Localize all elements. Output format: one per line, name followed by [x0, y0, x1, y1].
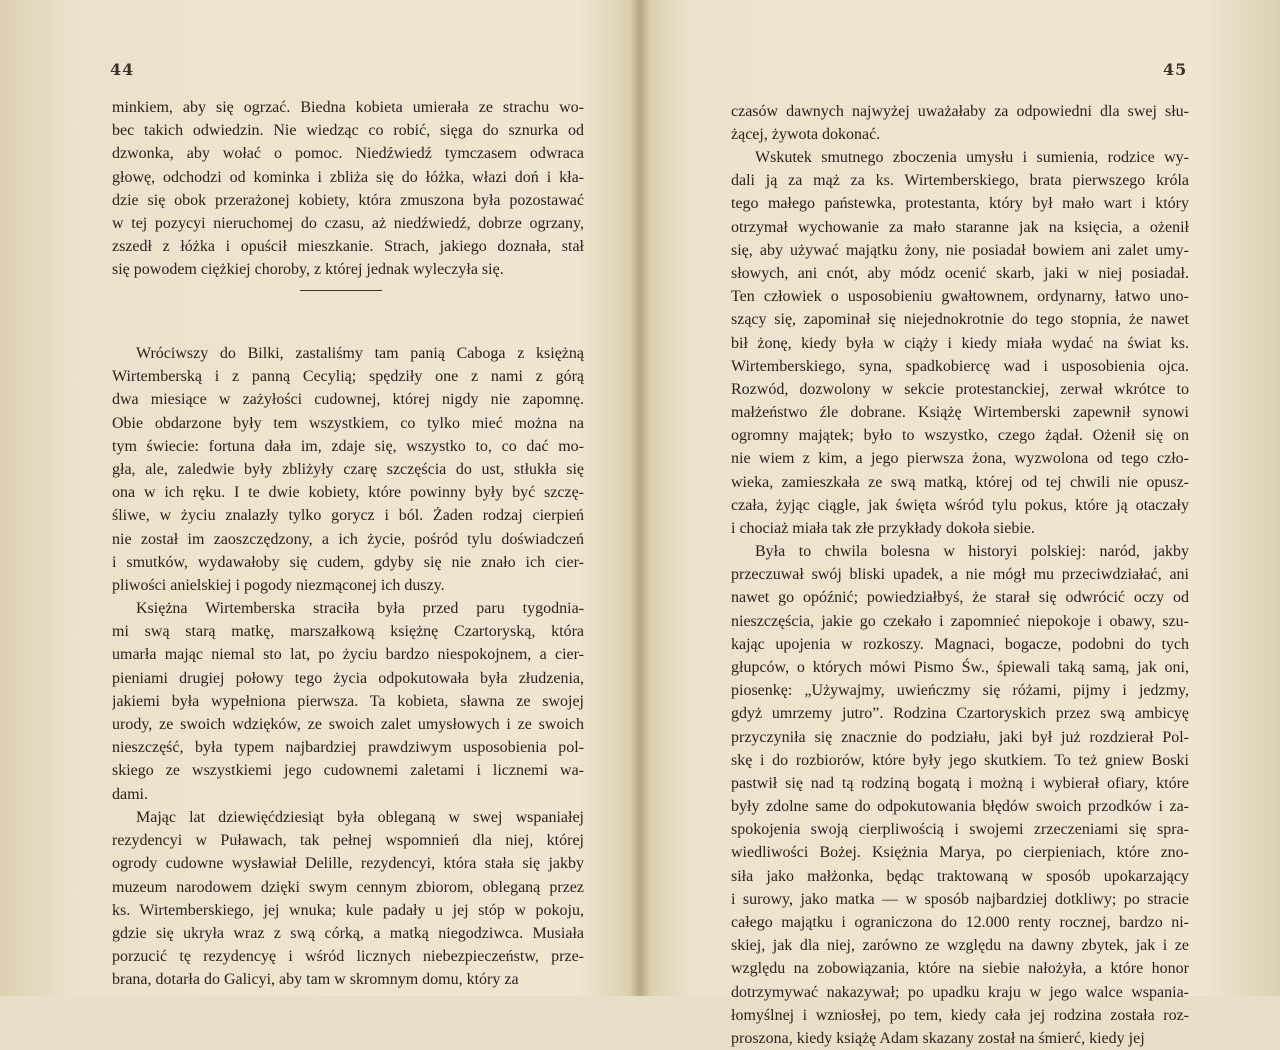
text-line: względu na zobowiązania, które na siebie nałożyła, a które honor — [731, 960, 1189, 978]
text-line: spokojenia swoją cierpliwością i swojemi zrzeczeniami się spra- — [731, 821, 1189, 839]
text-line: tego małego państewka, protestanta, który był mało wart i który — [731, 195, 1189, 213]
text-line: porzucić tę rezydencyę i wśród licznych niebezpieczeństw, prze- — [112, 948, 584, 966]
right-paragraph-3 — [731, 540, 1189, 1050]
text-line: otrzymał wychowanie za mało staranne jak na księcia, a ożenił — [731, 218, 1189, 236]
text-line: urody, ze swoich wdzięków, ze swoich zalet umysłowych i ze swoich — [112, 715, 584, 733]
text-line: rezydencyi w Puławach, tak pełnej wspomnień dla niej, której — [112, 832, 584, 850]
text-line: mi swą starą matkę, marszałkową księżnę Czartoryską, która — [112, 623, 584, 641]
text-line: Rozwód, dozwolony w sekcie protestanckiej, zerwał wkrótce to — [731, 380, 1189, 398]
text-line: kając upojenia w rozkoszy. Magnaci, bogacze, podobni do tych — [731, 635, 1189, 653]
text-line: dali ją za mąż za ks. Wirtemberskiego, brata pierwszego króla — [731, 172, 1189, 190]
text-line: małżeństwo źle dobrane. Książę Wirtemberski zapewnił synowi — [731, 404, 1189, 422]
text-line: bec takich odwiedzin. Nie wiedząc co robić, sięga do sznurka od — [112, 122, 584, 140]
text-line: Księżna Wirtemberska straciła była przed paru tygodnia- — [136, 600, 584, 617]
text-line: Obie obdarzone były tem wszystkiem, co tylko mieć można na — [112, 414, 584, 432]
text-line: wiedliwości Bożej. Księżnia Marya, po cierpieniach, które zno- — [731, 844, 1189, 862]
text-line: były zdolne same do odpokutowania błędów swoich przodków i za- — [731, 798, 1189, 816]
left-paragraph-1 — [112, 96, 584, 282]
text-line: Ten człowiek o usposobieniu gwałtownem, ordynarny, łatwo uno- — [731, 288, 1189, 306]
text-line: się powodem ciężkiej choroby, z której jednak wyleczyła się. — [112, 261, 504, 279]
text-line: ogrody cudowne wysławiał Delille, rezydencyi, która stała się jakby — [112, 855, 584, 873]
text-line: śliwe, w życiu znalazły tylko gorycz i ból. Żaden rodzaj cierpień — [112, 507, 584, 525]
text-line: słowych, ani cnót, aby módz ocenić skarb, jaki w niej posiadał. — [731, 264, 1189, 282]
text-line: głupców, o których mówi Pismo Św., śpiewali taką samą, jak oni, — [731, 658, 1189, 676]
text-line: umarła mając niemal sto lat, po życiu bardzo niespokojnem, a cier- — [112, 646, 584, 664]
text-line: czasów dawnych najwyżej uważałaby za odpowiedni dla swej słu- — [731, 103, 1189, 120]
text-line: siła jako małżonka, będąc traktowaną w sposób upokarzający — [731, 867, 1189, 885]
text-line: skiej, jak dla niej, zarówno ze względu na dawny zbytek, jak i ze — [731, 937, 1189, 955]
text-line: ogromny majątek; było to wszystko, czego żądał. Ożenił się on — [731, 427, 1189, 445]
page-number-right: 45 — [1163, 60, 1188, 79]
page-number-left: 44 — [110, 60, 135, 79]
text-line: całego majątku i ograniczona do 12.000 renty rocznej, bardzo ni- — [731, 914, 1189, 931]
text-line: nie został im zaoszczędzony, a ich życie, pośród tylu doświadczeń — [112, 530, 584, 548]
text-line: nie wiem z kim, a jego pierwsza żona, wyzwolona od tego czło- — [731, 450, 1189, 468]
text-line: i surowy, jako matka — w sposób najbardziej dotkliwy; po stracie — [731, 890, 1189, 908]
text-line: ona w ich ręku. I te dwie kobiety, które powinny były być szczę- — [112, 484, 584, 502]
text-line: szący się, zapominał się niejednokrotnie do tego stopnia, że nawet — [731, 311, 1189, 329]
section-divider — [300, 290, 382, 291]
text-line: tym świecie: fortuna dała im, zdaje się, wszystko to, co dać mo- — [112, 437, 584, 455]
text-line: pieniami drugiej połowy tego życia odpokutowała była złudzenia, — [112, 669, 584, 687]
right-paragraph-2 — [731, 146, 1189, 540]
text-line: dwa miesiące w zażyłości cudownej, której nigdy nie zapomnę. — [112, 391, 584, 409]
text-line: i chociaż miała tak złe przykłady dokoła siebie. — [731, 520, 1035, 537]
text-line: dzwonka, aby wołać o pomoc. Niedźwiedź tymczasem odwraca — [112, 145, 584, 163]
text-line: czała, żyjąc ciągle, jak święta wśród tylu pokus, które ją otaczały — [731, 496, 1189, 514]
text-line: wieka, zamieszkała ze swą matką, której od tej chwili nie opusz- — [731, 473, 1189, 491]
right-paragraph-1 — [731, 100, 1189, 146]
text-line: bił żonę, kiedy była w ciąży i kiedy miała wydać na świat ks. — [731, 334, 1189, 352]
text-line: gdyż umrzemy jutro”. Rodzina Czartoryskich przez swą ambicyę — [731, 705, 1189, 723]
text-line: dotrzymywać nakazywał; po upadku kraju w jego walce wspania- — [731, 983, 1189, 1001]
text-line: Wróciwszy do Bilki, zastaliśmy tam panią Caboga z księżną — [136, 345, 584, 362]
text-line: nawet go opóźnić; powiedziałbyś, że starał się odwrócić oczy od — [731, 589, 1189, 607]
text-line: dami. — [112, 785, 148, 803]
text-line: brana, dotarła do Galicyi, aby tam w skromnym domu, który za — [112, 971, 519, 989]
text-line: w tej pozycyi nieruchomej do czasu, aż niedźwiedź, dobrze ogrzany, — [112, 214, 584, 232]
text-line: Wskutek smutnego zboczenia umysłu i sumienia, rodzice wy- — [755, 149, 1189, 166]
text-line: nieszczęścia, jakie go czekało i zapomnieć niepokoje i obawy, szu- — [731, 612, 1189, 630]
text-line: proszona, kiedy książę Adam skazany został na śmierć, kiedy jej — [731, 1029, 1145, 1047]
text-line: przyczyniła się znacznie do podziału, jaki był już rozdzierał Pol- — [731, 728, 1189, 746]
text-line: skę i do rozbiorów, które były jego skutkiem. To też gniew Boski — [731, 751, 1189, 769]
text-line: zszedł z łóżka i opuścił mieszkanie. Strach, jakiego doznała, stał — [112, 238, 584, 256]
left-paragraph-2 — [112, 342, 584, 597]
text-line: głowę, odchodzi od kominka i zbliża się do łóżka, włazi doń i kła- — [112, 168, 584, 186]
text-line: Była to chwila bolesna w historyi polskiej: naród, jakby — [755, 543, 1189, 560]
text-line: się, aby używać majątku żony, nie posiadał bowiem ani zalet umy- — [731, 241, 1189, 259]
right-page — [645, 0, 1280, 1047]
left-page — [0, 0, 635, 996]
text-line: i smutków, wydawałoby się cudem, gdyby się nie znało ich cier- — [112, 553, 584, 571]
text-line: muzeum narodowem dzięki swym cennym zbiorom, obleganą przez — [112, 878, 584, 896]
left-paragraph-3 — [112, 597, 584, 806]
text-line: Wirtemberskiego, syna, spadkobiercę wad i usposobienia ojca. — [731, 357, 1189, 375]
left-paragraph-4 — [112, 806, 584, 992]
text-line: piosenkę: „Używajmy, uwieńczmy się różami, pijmy i jedzmy, — [731, 682, 1189, 700]
text-line: żącej, żywota dokonać. — [731, 126, 881, 144]
text-line: jakiemi była wypełniona pierwsza. Ta kobieta, sławna ze swojej — [112, 692, 584, 710]
text-line: łomyślnej i wzniosłej, po tem, kiedy cała jej rodzina została roz- — [731, 1006, 1189, 1024]
text-line: dzie się obok przerażonej kobiety, która zmuszona była pozostawać — [112, 191, 584, 209]
text-line: Mając lat dziewięćdziesiąt była obleganą w swej wspaniałej — [136, 809, 584, 826]
text-line: pliwości anielskiej i pogody niezmąconej ich duszy. — [112, 576, 445, 594]
text-line: ks. Wirtemberskiego, jej wnuka; kule padały u jej stóp w pokoju, — [112, 901, 584, 919]
text-line: nieszczęść, była typem najbardziej prawdziwym usposobienia pol- — [112, 739, 584, 757]
text-line: Wirtemberską i z panną Cecylią; spędziły one z nami z górą — [112, 368, 584, 386]
text-line: skiego ze wszystkiemi jego cudownemi zaletami i licznemi wa- — [112, 762, 584, 780]
text-line: gdzie się ukryła wraz z swą córką, a matką niegodziwca. Musiała — [112, 924, 584, 942]
text-line: pastwił się nad tą rodziną bogatą i możną i wybierał ofiary, które — [731, 774, 1189, 792]
text-line: przeczuwał swój bliski upadek, a nie mógł mu przeciwdziałać, ani — [731, 566, 1189, 584]
text-line: gła, ale, zaledwie były zbliżyły czarę szczęścia do ust, stłukła się — [112, 460, 584, 478]
text-line: minkiem, aby się ogrzać. Biedna kobieta umierała ze strachu wo- — [112, 99, 584, 116]
